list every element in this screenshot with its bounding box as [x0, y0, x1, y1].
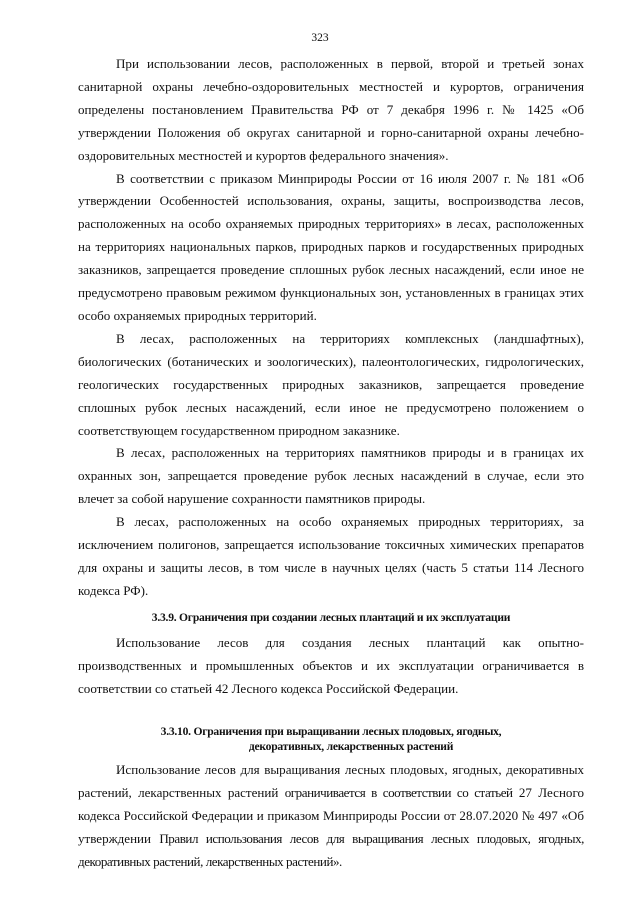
section-heading-3-3-10	[78, 700, 584, 759]
paragraph-fruit-berry-plants-start: Использование лесов для выращивания лесных плодовых, ягодных, декоративных растений, лекарственных растений	[78, 762, 584, 801]
section-heading-3-3-9: 3.3.9. Ограничения при создании лесных плантаций и их эксплуатации	[151, 610, 511, 624]
paragraph-reserves: В лесах, расположенных на территориях комплексных (ландшафтных), биологических (ботанических и зоологических), палеонтологических, гидрологических, геологических государственных природных заказников, запрещается проведение сплошных рубок лесных насаждений, если иное не предусмотрено положением о соответствующем государственном природном заказнике.	[78, 330, 584, 438]
document-body	[78, 53, 584, 874]
paragraph-fruit-berry-plants	[78, 759, 584, 874]
paragraph-toxic-chemicals: В лесах, расположенных на особо охраняемых природных территориях, за исключением полигонов, запрещается использование токсичных химических препаратов для охраны и защиты лесов, в том числе в научных целях (часть 5 статьи 114 Лесного кодекса РФ).	[78, 514, 584, 598]
page-number: 323	[311, 32, 329, 44]
paragraph-order-181: В соответствии с приказом Минприроды России от 16 июля 2007 г. № 181 «Об утверждении Особенностей использования, охраны, защиты, воспроизводства лесов, расположенных на особо охраняемых природных территориях» в лесах, расположенных на территориях национальных парков, природных парков и государственных природных заказников, запрещается проведение сплошных рубок лесных насаждений, если иное не предусмотрено правовым режимом функциональных зон, установленных в границах этих особо охраняемых природных территорий.	[78, 170, 584, 323]
section-heading-3-3-10-line-1: 3.3.10. Ограничения при выращивании лесных плодовых, ягодных,	[160, 725, 502, 739]
section-heading-3-3-10-line-2: декоративных, лекарственных растений	[248, 740, 454, 754]
paragraph-natural-monuments: В лесах, расположенных на территориях памятников природы и в границах их охранных зон, запрещается проведение рубок лесных насаждений в случае, если это влечет за собой нарушение сохранности памятников природы.	[78, 445, 584, 507]
paragraph-fruit-berry-plants-cont: 27 Лесного кодекса Российской Федерации и приказом Минприроды России от 28.07.2020 № 497 «Об утверждении	[78, 785, 584, 847]
paragraph-sanitary-zones: При использовании лесов, расположенных в первой, второй и третьей зонах санитарной охраны лечебно-оздоровительных местностей и курортов, ограничения определены постановлением Правительства РФ от 7 декабря 1996 г. № 1425 «Об утверждении Положения об округах санитарной и горно-санитарной охраны лечебно-оздоровительных местностей и курортов федерального значения».	[78, 56, 584, 163]
paragraph-fruit-berry-plants-tail: Правил использования лесов для выращивания лесных плодовых, ягодных, декоративных растений, лекарственных растений».	[78, 831, 584, 870]
paragraph-forest-plantations: Использование лесов для создания лесных плантаций как опытно-производственных и промышленных объектов и их эксплуатации ограничивается в соответствии со статьей 42 Лесного кодекса Российской Федерации.	[78, 634, 584, 696]
paragraph-fruit-berry-plants-mid: ограничивается в соответствии со статьей	[284, 785, 513, 801]
